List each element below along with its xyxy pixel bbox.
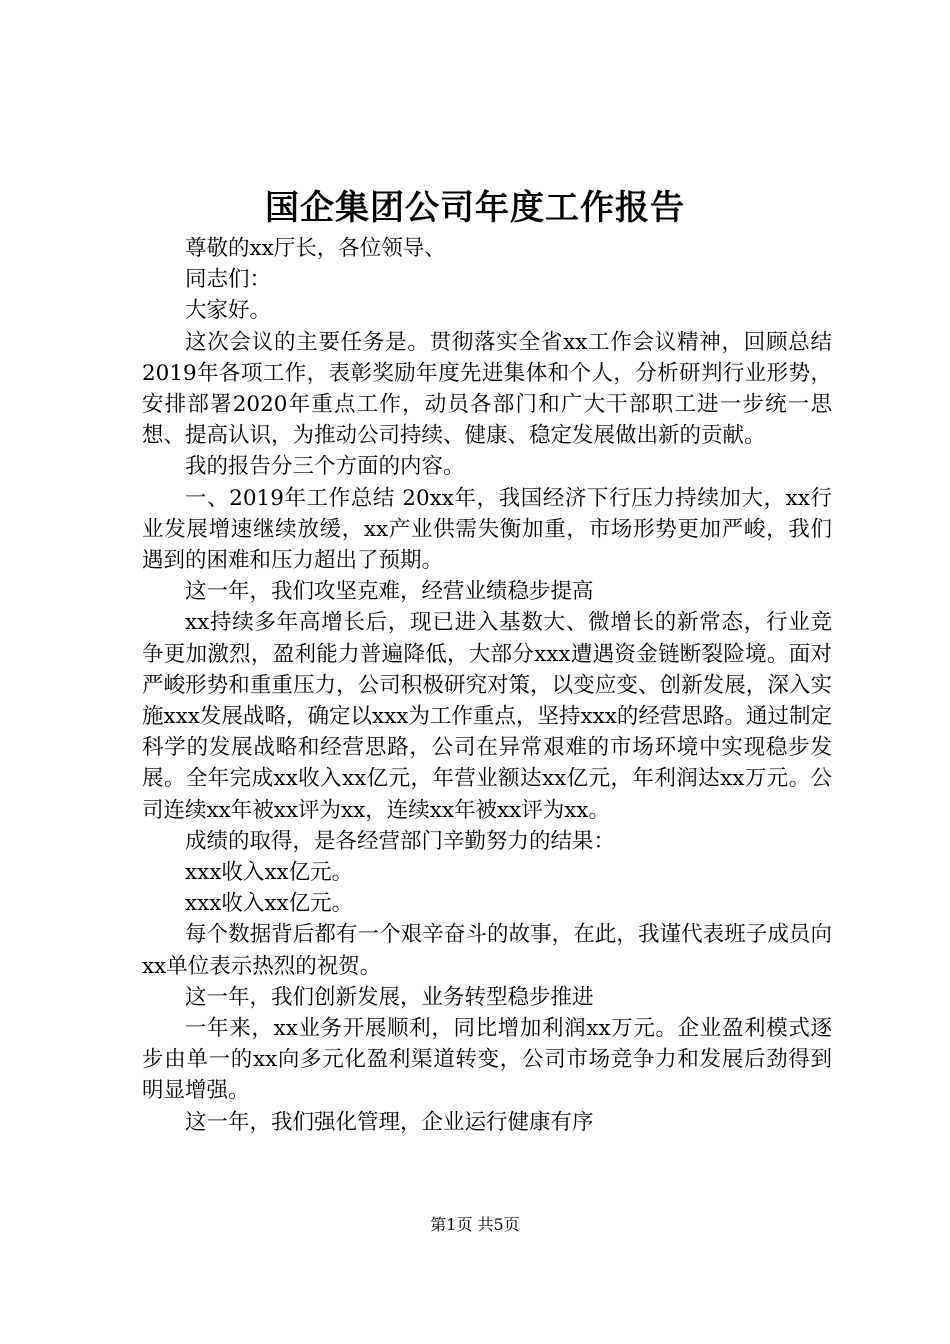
page-footer: 第1页 共5页 — [430, 1215, 520, 1234]
paragraph-congratulation: 每个数据背后都有一个艰辛奋斗的故事，在此，我谨代表班子成员向xx单位表示热烈的祝贺。 — [142, 922, 832, 979]
paragraph-section-one: 一、2019年工作总结 20xx年，我国经济下行压力持续加大，xx行业发展增速继续放缓，xx产业供需失衡加重，市场形势更加严峻，我们遇到的困难和压力超出了预期。 — [142, 485, 832, 574]
paragraph-heading-innovation: 这一年，我们创新发展，业务转型稳步推进 — [185, 984, 594, 1010]
document-title: 国企集团公司年度工作报告 — [265, 188, 685, 228]
paragraph-heading-performance: 这一年，我们攻坚克难，经营业绩稳步提高 — [185, 579, 594, 605]
paragraph-performance-detail: xx持续多年高增长后，现已进入基数大、微增长的新常态，行业竞争更加激烈，盈利能力普遍降低，大部分xxx遭遇资金链断裂险境。面对严峻形势和重重压力，公司积极研究对策，以变应变、创新发展，深入实施xxx发展战略，确定以xxx为工作重点，坚持xxx的经营思路。通过制定科学的发展战略和经营思路，公司在异常艰难的市场环境中实现稳步发展。全年完成xx收入xx亿元，年营业额达xx亿元，年利润达xx万元。公司连续xx年被xx评为xx，连续xx年被xx评为xx。 — [142, 610, 832, 823]
paragraph-report-outline: 我的报告分三个方面的内容。 — [185, 454, 465, 480]
paragraph-revenue-item-1: xxx收入xx亿元。 — [185, 860, 354, 886]
paragraph-innovation-detail: 一年来，xx业务开展顺利，同比增加利润xx万元。企业盈利模式逐步由单一的xx向多元化盈利渠道转变，公司市场竞争力和发展后劲得到明显增强。 — [142, 1016, 832, 1104]
paragraph-revenue-item-2: xxx收入xx亿元。 — [185, 891, 354, 917]
paragraph-salutation-2: 同志们： — [185, 267, 272, 293]
paragraph-achievement-intro: 成绩的取得，是各经营部门辛勤努力的结果： — [185, 828, 616, 854]
paragraph-heading-management: 这一年，我们强化管理，企业运行健康有序 — [185, 1109, 594, 1135]
paragraph-meeting-task: 这次会议的主要任务是。贯彻落实全省xx工作会议精神，回顾总结2019年各项工作，表彰奖励年度先进集体和个人，分析研判行业形势，安排部署2020年重点工作，动员各部门和广大干部职工进一步统一思想、提高认识，为推动公司持续、健康、稳定发展做出新的贡献。 — [142, 329, 832, 449]
paragraph-greeting: 大家好。 — [185, 298, 272, 324]
document-body — [142, 233, 832, 1138]
paragraph-salutation-1: 尊敬的xx厅长，各位领导、 — [185, 236, 446, 261]
